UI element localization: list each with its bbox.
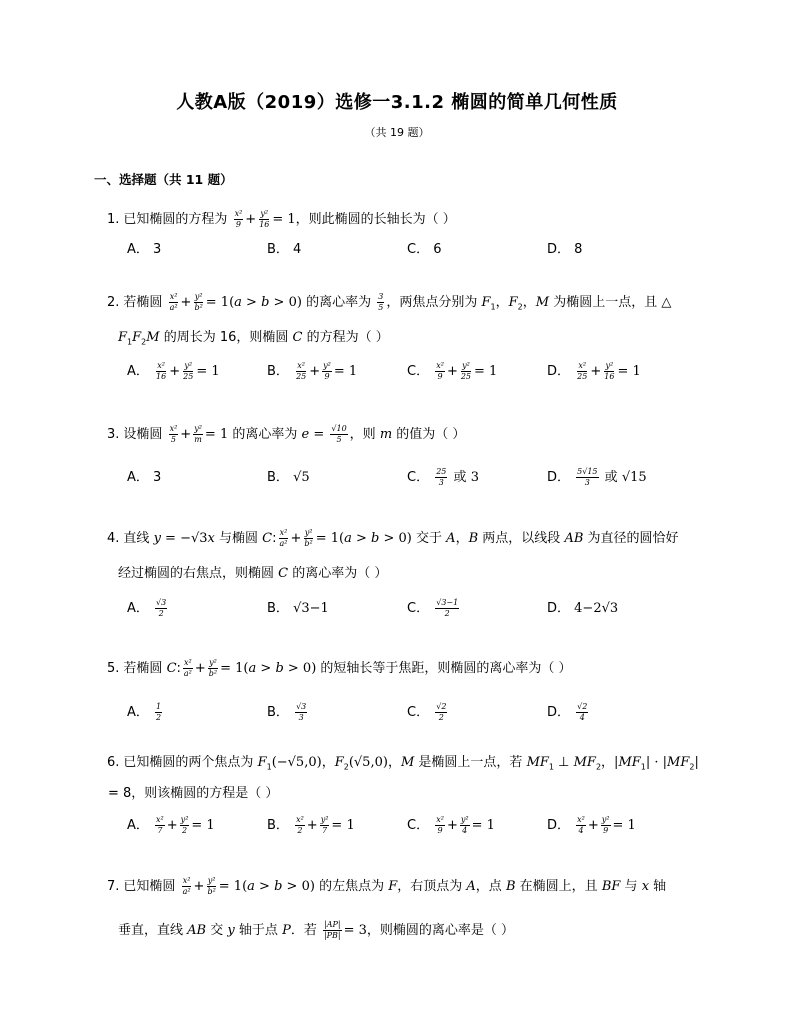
q5-option-c[interactable]: C． $\frac{√2}{2}$	[407, 702, 447, 722]
question-6: 6. 已知椭圆的两个焦点为 $F_1(-√5,0)$，$F_2(√5,0)$，M 是椭圆上一点，若 $MF_1$ ⊥ $MF_2$，$|MF_1| \cdot |MF_2|$	[107, 755, 699, 772]
q2-option-c[interactable]: C． $\frac{\text{x²}}{9}$ + $\frac{\text{y²}}{25}$ = 1	[407, 361, 498, 381]
q2-option-a[interactable]: A． $\frac{\text{x²}}{16}$ + $\frac{\text{y²}}{25}$ = 1	[127, 361, 220, 381]
q3-option-a[interactable]: A． 3	[127, 470, 162, 485]
q1-option-b[interactable]: B． 4	[267, 242, 302, 257]
q6-option-d[interactable]: D． $\frac{\text{x²}}{4}$ + $\frac{\text{y²}}{9}$ = 1	[547, 815, 636, 835]
question-6-cont: = 8，则该椭圆的方程是（ ）	[108, 786, 279, 801]
q6-option-a[interactable]: A． $\frac{\text{x²}}{7}$ + $\frac{\text{y²}}{2}$ = 1	[127, 815, 215, 835]
question-1: 1. 已知椭圆的方程为 $\frac{\text{x²}}{9}$ + $\frac{\text{y²}}{16}$ = 1，则此椭圆的长轴长为（ ）	[107, 209, 456, 229]
q2-option-b[interactable]: B． $\frac{\text{x²}}{25}$ + $\frac{\text{y²}}{9}$ = 1	[267, 361, 358, 381]
question-4-cont: 经过椭圆的右焦点，则椭圆 C 的离心率为（ ）	[118, 566, 388, 581]
q4-option-a[interactable]: A． $\frac{√3}{2}$	[127, 598, 167, 618]
q5-option-a[interactable]: A． $\frac{1}{2}$	[127, 702, 162, 722]
page-title: 人教A版（2019）选修一3.1.2 椭圆的简单几何性质	[176, 92, 618, 113]
q1-option-d[interactable]: D． 8	[547, 242, 583, 257]
q6-option-b[interactable]: B． $\frac{\text{x²}}{2}$ + $\frac{\text{y²}}{7}$ = 1	[267, 815, 355, 835]
q4-option-b[interactable]: B． √3−1	[267, 601, 329, 616]
q2-option-d[interactable]: D． $\frac{\text{x²}}{25}$ + $\frac{\text{y²}}{16}$ = 1	[547, 361, 641, 381]
q4-option-c[interactable]: C． $\frac{√3-1}{2}$	[407, 598, 459, 618]
q5-option-b[interactable]: B． $\frac{√3}{3}$	[267, 702, 307, 722]
question-7-cont: 垂直，直线 AB 交 y 轴于点 P．若 $\frac{|AP|}{|PB|}$ = 3，则椭圆的离心率是（ ）	[118, 920, 515, 940]
q4-option-d[interactable]: D． 4−2√3	[547, 601, 619, 616]
q3-option-b[interactable]: B． √5	[267, 470, 310, 485]
question-2-cont: $F_1F_2M$ 的周长为 16，则椭圆 C 的方程为（ ）	[118, 330, 389, 347]
q3-option-d[interactable]: D． $\frac{5√15}{3}$ 或 √15	[547, 467, 647, 487]
question-4: 4. 直线 y = −√3x 与椭圆 C: $\frac{\text{x²}}{\text{a²}}$ + $\frac{\text{y²}}{\text{b²}}$ = 1(a > b > 0) 交于 A，B 两点，以线段 AB 为直径的圆恰好	[107, 528, 679, 548]
q1-option-c[interactable]: C． 6	[407, 242, 442, 257]
question-5: 5. 若椭圆 C: $\frac{\text{x²}}{\text{a²}}$ + $\frac{\text{y²}}{\text{b²}}$ = 1(a > b > 0) 的短轴长等于焦距，则椭圆的离心率为（ ）	[107, 658, 572, 678]
section-heading: 一、选择题（共 11 题）	[94, 172, 233, 187]
question-3: 3. 设椭圆 $\frac{\text{x²}}{5}$ + $\frac{\text{y²}}{m}$ = 1 的离心率为 e = $\frac{√10}{5}$ ，则 m 的值为（ ）	[107, 424, 466, 444]
question-7: 7. 已知椭圆 $\frac{\text{x²}}{\text{a²}}$ + $\frac{\text{y²}}{\text{b²}}$ = 1(a > b > 0) 的左焦点为 F，右顶点为 A，点 B 在椭圆上，且 BF 与 x 轴	[107, 876, 667, 896]
q1-option-a[interactable]: A． 3	[127, 242, 162, 257]
q5-option-d[interactable]: D． $\frac{√2}{4}$	[547, 702, 588, 722]
q6-option-c[interactable]: C． $\frac{\text{x²}}{9}$ + $\frac{\text{y²}}{4}$ = 1	[407, 815, 495, 835]
q3-option-c[interactable]: C． $\frac{25}{3}$ 或 3	[407, 467, 479, 487]
page-subtitle: （共 19 题）	[364, 126, 430, 139]
question-2: 2. 若椭圆 $\frac{\text{x²}}{\text{a²}}$ + $\frac{\text{y²}}{\text{b²}}$ = 1(a > b > 0) 的离心率为 $\frac{3}{5}$ ，两焦点分别为 $F_1$，$F_2$，M 为椭圆上一点，且 △	[107, 292, 672, 312]
